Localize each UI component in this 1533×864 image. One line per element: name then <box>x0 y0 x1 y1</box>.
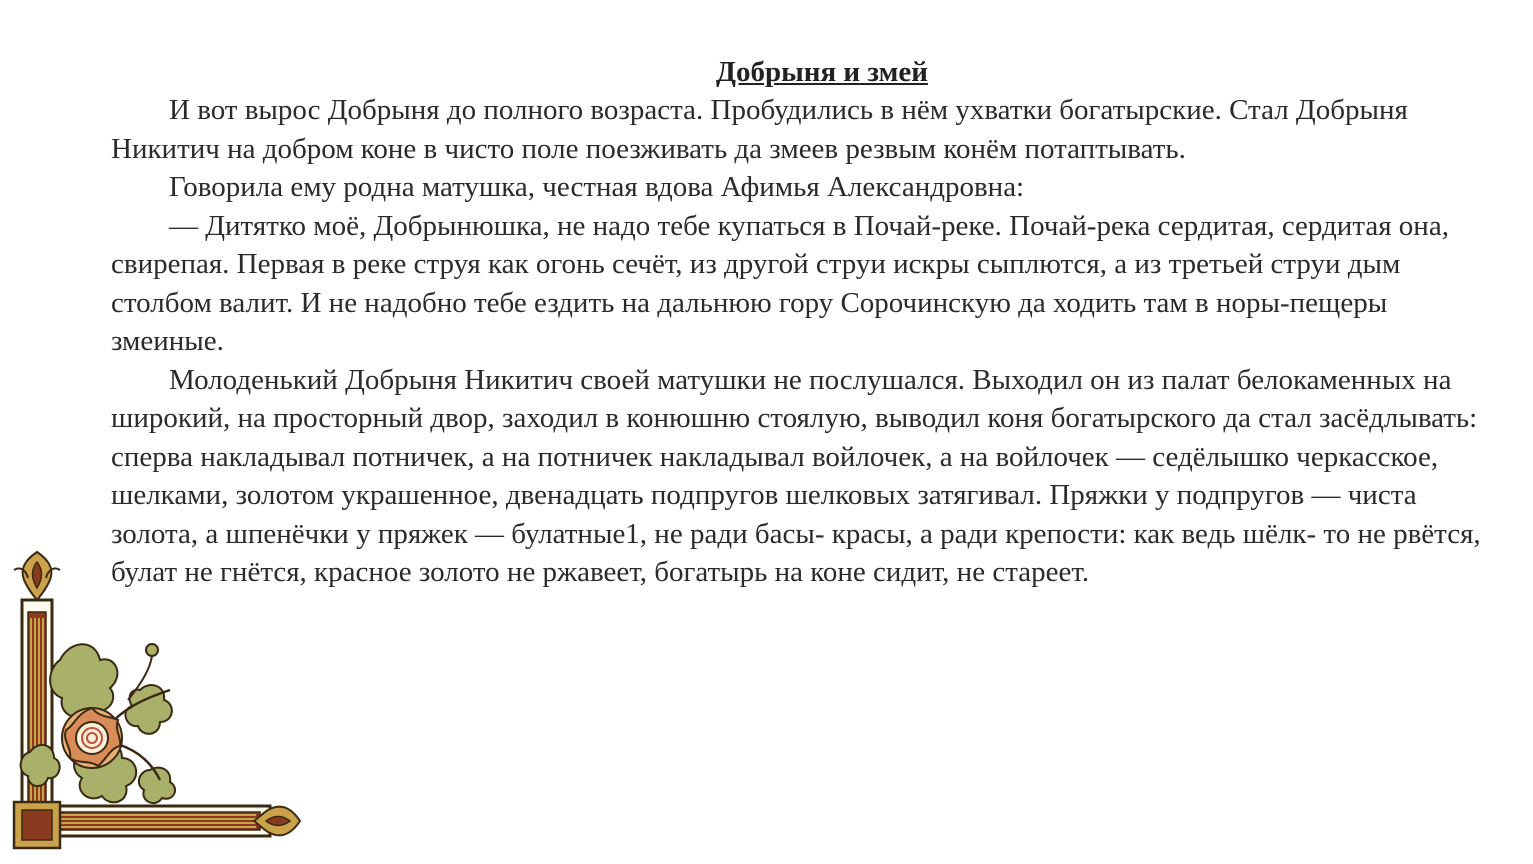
story-body <box>111 91 1481 592</box>
paragraph-2: Говорила ему родна матушка, честная вдова Афимья Александровна: <box>169 171 1025 203</box>
paragraph-4: Молоденький Добрыня Никитич своей матушки не послушался. Выходил он из палат белокаменных на широкий, на просторный двор, заходил в конюшню стоялую, выводил коня богатырского да стал засёдлывать: сперва накладывал потничек, а на потничек накладывал войлочек, а на войлочек — седёлышко черкасское, шелками, золотом украшенное, двенадцать подпругов шелковых затягивал. Пряжки у подпругов — чиста золота, а шпенёчки у пряжек — булатные1, не ради басы- красы, а ради крепости: как ведь шёлк- то не рвётся, булат не гнётся, красное золото не ржавеет, богатырь на коне сидит, не стареет. <box>111 363 1481 588</box>
corner-floral-ornament-icon <box>0 540 310 864</box>
paragraph-3: — Дитятко моё, Добрынюшка, не надо тебе купаться в Почай-реке. Почай-река сердитая, сердитая она, свирепая. Первая в реке струя как огонь сечёт, из другой струи искры сыплются, а из третьей струи дым столбом валит. И не надобно тебе ездить на дальнюю гору Сорочинскую да ходить там в норы-пещеры змеиные. <box>111 209 1449 357</box>
story-title: Добрыня и змей <box>716 56 928 88</box>
paragraph-1: И вот вырос Добрыня до полного возраста. Пробудились в нём ухватки богатырские. Стал Добрыня Никитич на добром коне в чисто поле поезживать да змеев резвым конём потаптывать. <box>111 94 1408 165</box>
